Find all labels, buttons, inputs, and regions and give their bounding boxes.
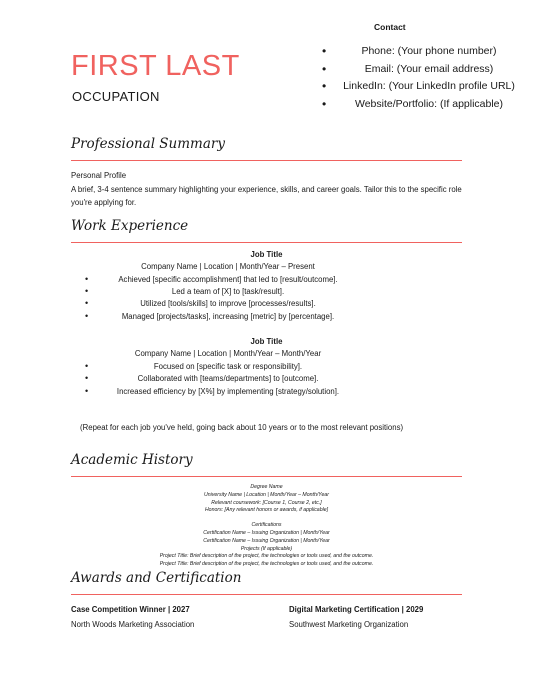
bullet-icon: • xyxy=(85,361,89,371)
contact-heading: Contact xyxy=(374,22,406,32)
job-meta: Company Name | Location | Month/Year – Present xyxy=(141,262,315,271)
job-bullet: Increased efficiency by [X%] by implementing [strategy/solution]. xyxy=(116,387,340,396)
bullet-icon: • xyxy=(85,386,89,396)
profile-label: Personal Profile xyxy=(71,171,127,180)
contact-website: • Website/Portfolio: (If applicable) xyxy=(318,96,528,114)
section-heading-work: Work Experience xyxy=(71,218,189,234)
certification-line: Certification Name – Issuing Organization | Month/Year xyxy=(203,538,330,544)
award-organization: North Woods Marketing Association xyxy=(71,620,195,629)
job-bullet: Managed [projects/tasks], increasing [metric] by [percentage]. xyxy=(121,312,335,321)
bullet-icon: • xyxy=(85,311,89,321)
bullet-icon: • xyxy=(85,373,89,383)
summary-text: A brief, 3-4 sentence summary highlighting your experience, skills, and career goals. Tailor this to the specific role you're applying for. xyxy=(71,185,462,207)
project-line: Project Title: Brief description of the project, the technologies or tools used, and the outcome. xyxy=(159,553,374,559)
job-bullet: Led a team of [X] to [task/result]. xyxy=(171,287,285,296)
resume-name: FIRST LAST xyxy=(71,50,240,82)
section-heading-academic: Academic History xyxy=(71,452,193,468)
certification-line: Certification Name – Issuing Organization | Month/Year xyxy=(203,530,330,536)
job-title: Job Title xyxy=(250,250,283,259)
degree-name: Degree Name xyxy=(250,484,283,490)
section-divider xyxy=(71,476,462,477)
section-heading-summary: Professional Summary xyxy=(71,136,225,152)
section-divider xyxy=(71,242,462,243)
contact-email: • Email: (Your email address) xyxy=(318,61,528,79)
section-divider xyxy=(71,594,462,595)
bullet-icon: • xyxy=(85,274,89,284)
certifications-label: Certifications xyxy=(251,522,282,528)
bullet-icon: • xyxy=(85,286,89,296)
job-bullet: Achieved [specific accomplishment] that led to [result/outcome]. xyxy=(118,275,338,284)
section-heading-awards: Awards and Certification xyxy=(71,570,242,586)
contact-phone: • Phone: (Your phone number) xyxy=(318,43,528,61)
job-bullet: Utilized [tools/skills] to improve [processes/results]. xyxy=(140,299,316,308)
university-line: University Name | Location | Month/Year – Month/Year xyxy=(204,492,329,498)
honors-line: Honors: [Any relevant honors or awards, if applicable] xyxy=(204,507,329,513)
job-bullet: Collaborated with [teams/departments] to [outcome]. xyxy=(137,374,319,383)
job-bullet: Focused on [specific task or responsibility]. xyxy=(153,362,303,371)
award-title: Case Competition Winner | 2027 xyxy=(71,605,190,614)
project-line: Project Title: Brief description of the project, the technologies or tools used, and the outcome. xyxy=(159,561,374,567)
bullet-icon: • xyxy=(85,298,89,308)
repeat-note: (Repeat for each job you've held, going back about 10 years or to the most relevant positions) xyxy=(80,423,404,432)
job-title: Job Title xyxy=(250,337,283,346)
section-divider xyxy=(71,160,462,161)
award-organization: Southwest Marketing Organization xyxy=(289,620,409,629)
job-meta: Company Name | Location | Month/Year – Month/Year xyxy=(134,349,322,358)
projects-label: Projects (If applicable) xyxy=(240,546,293,552)
occupation: OCCUPATION xyxy=(72,89,160,104)
contact-list xyxy=(318,43,528,113)
contact-linkedin: • LinkedIn: (Your LinkedIn profile URL) xyxy=(318,78,528,96)
award-title: Digital Marketing Certification | 2029 xyxy=(289,605,424,614)
coursework-line: Relevant coursework: [Course 1, Course 2, etc.] xyxy=(211,500,322,506)
